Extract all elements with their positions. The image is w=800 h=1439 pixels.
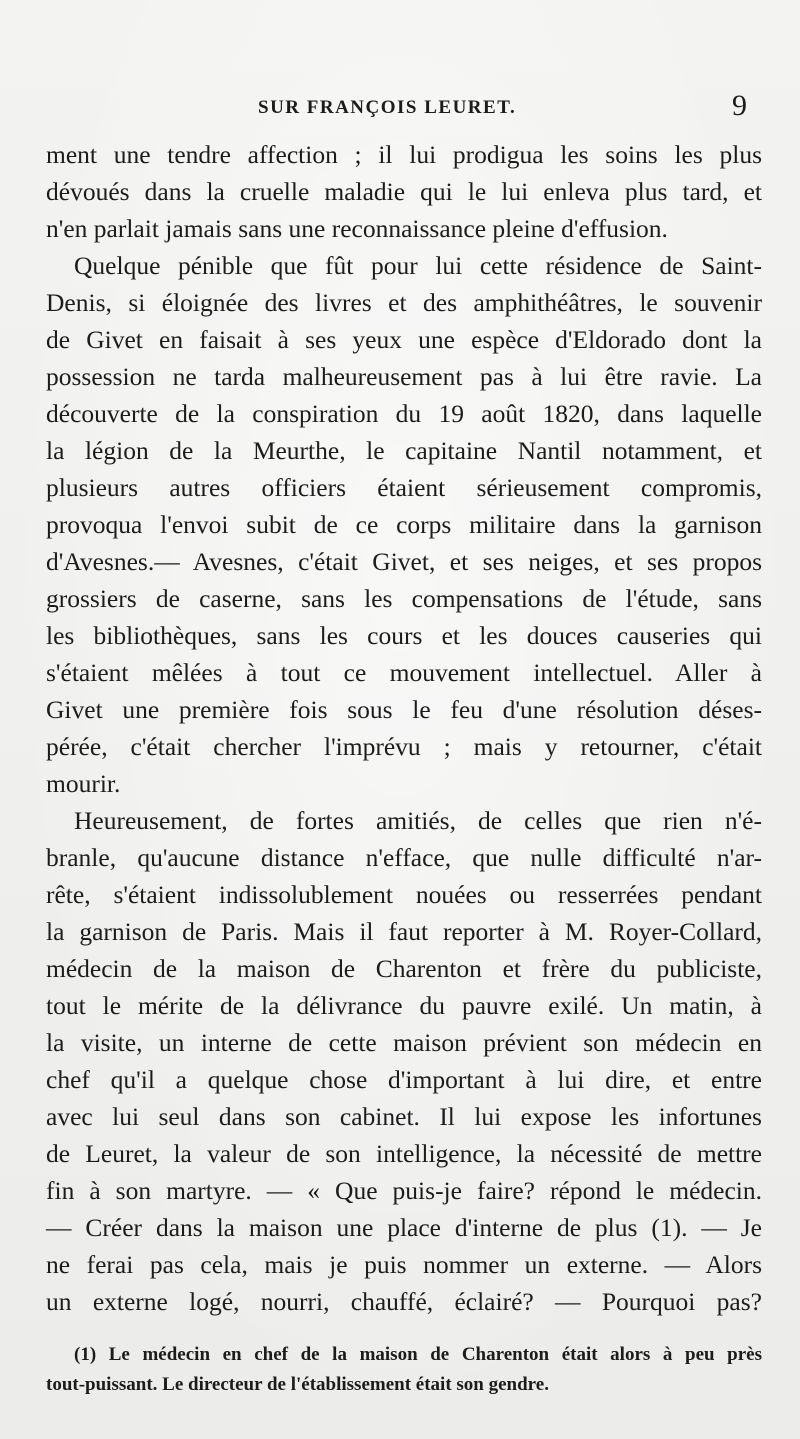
text-line: de Leuret, la valeur de son intelligence, la nécessité de mettre xyxy=(46,1139,762,1168)
text-line: la légion de la Meurthe, le capitaine Nantil notamment, et xyxy=(46,436,762,465)
text-line: branle, qu'aucune distance n'efface, que nulle difficulté n'ar- xyxy=(46,843,762,872)
text-line: découverte de la conspiration du 19 août 1820, dans laquelle xyxy=(46,399,762,428)
text-line: d'Avesnes.— Avesnes, c'était Givet, et ses neiges, et ses propos xyxy=(46,547,762,576)
text-line: grossiers de caserne, sans les compensations de l'étude, sans xyxy=(46,584,762,613)
text-line: un externe logé, nourri, chauffé, éclairé? — Pourquoi pas? xyxy=(46,1287,762,1316)
text-line: tout le mérite de la délivrance du pauvre exilé. Un matin, à xyxy=(46,991,762,1020)
text-line: Heureusement, de fortes amitiés, de celles que rien n'é- xyxy=(74,806,762,835)
text-line: la visite, un interne de cette maison prévient son médecin en xyxy=(46,1028,762,1057)
text-line: — Créer dans la maison une place d'interne de plus (1). — Je xyxy=(46,1213,762,1242)
text-line: avec lui seul dans son cabinet. Il lui expose les infortunes xyxy=(46,1102,762,1131)
text-line: fin à son martyre. — « Que puis-je faire? répond le médecin. xyxy=(46,1176,762,1205)
footnote-line: (1) Le médecin en chef de la maison de Charenton était alors à peu près xyxy=(74,1344,762,1365)
text-line: provoqua l'envoi subit de ce corps militaire dans la garnison xyxy=(46,510,762,539)
text-line: Givet une première fois sous le feu d'une résolution déses- xyxy=(46,695,762,724)
page-number: 9 xyxy=(732,89,747,122)
text-line: rête, s'étaient indissolublement nouées ou resserrées pendant xyxy=(46,880,762,909)
text-line: de Givet en faisait à ses yeux une espèce d'Eldorado dont la xyxy=(46,325,762,354)
text-line: pérée, c'était chercher l'imprévu ; mais y retourner, c'était xyxy=(46,732,762,761)
text-line: mourir. xyxy=(46,769,121,798)
text-line: n'en parlait jamais sans une reconnaissance pleine d'effusion. xyxy=(46,214,668,243)
text-line: plusieurs autres officiers étaient sérieusement compromis, xyxy=(46,473,762,502)
running-title: SUR FRANÇOIS LEURET. xyxy=(258,97,517,118)
text-line: ment une tendre affection ; il lui prodigua les soins les plus xyxy=(46,140,762,169)
text-line: dévoués dans la cruelle maladie qui le lui enleva plus tard, et xyxy=(46,177,762,206)
text-line: possession ne tarda malheureusement pas à lui être ravie. La xyxy=(46,362,762,391)
text-line: Quelque pénible que fût pour lui cette résidence de Saint- xyxy=(74,251,762,280)
text-line: ne ferai pas cela, mais je puis nommer un externe. — Alors xyxy=(46,1250,762,1279)
body-text xyxy=(46,136,762,1320)
text-line: la garnison de Paris. Mais il faut reporter à M. Royer-Collard, xyxy=(46,917,762,946)
text-line: s'étaient mêlées à tout ce mouvement intellectuel. Aller à xyxy=(46,658,762,687)
text-line: les bibliothèques, sans les cours et les douces causeries qui xyxy=(46,621,762,650)
text-line: médecin de la maison de Charenton et frère du publiciste, xyxy=(46,954,762,983)
running-head xyxy=(0,89,800,124)
footnote xyxy=(46,1340,762,1400)
footnote-line: tout-puissant. Le directeur de l'établissement était son gendre. xyxy=(46,1374,549,1395)
text-line: Denis, si éloignée des livres et des amphithéâtres, le souvenir xyxy=(46,288,762,317)
text-line: chef qu'il a quelque chose d'important à lui dire, et entre xyxy=(46,1065,762,1094)
